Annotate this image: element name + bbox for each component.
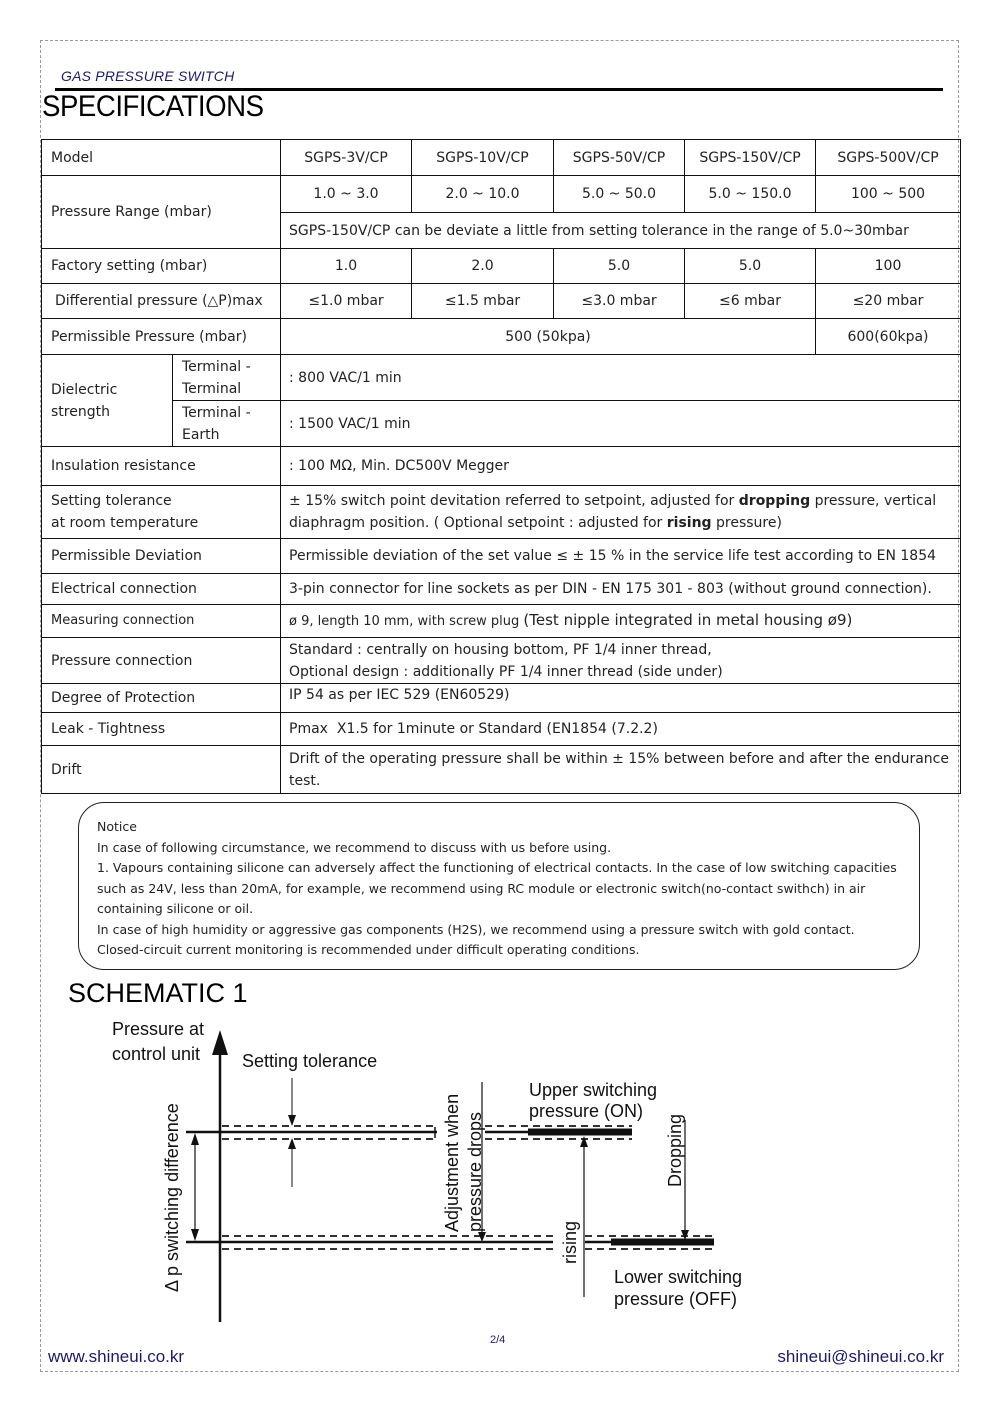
page-title: SPECIFICATIONS <box>42 90 264 123</box>
rising-label: rising <box>560 1220 580 1264</box>
lower-switching-label-line1: Lower switching <box>614 1267 743 1287</box>
factory-cell: 100 <box>816 249 961 284</box>
row-label: Pressure Range (mbar) <box>42 176 281 249</box>
dielectric-label-line2: strength <box>51 403 110 420</box>
upper-switching-label-line2: pressure (ON) <box>529 1101 644 1121</box>
model-cell: SGPS-500V/CP <box>816 140 961 176</box>
text-part: pressure) <box>711 515 782 531</box>
notice-title: Notice <box>97 819 137 834</box>
page-number: 2/4 <box>490 1334 506 1346</box>
y-axis-arrow-icon <box>212 1030 228 1055</box>
notice-line: 1. Vapours containing silicone can adversely affect the functioning of electrical contacts. In the case of low switching capacities <box>97 860 897 875</box>
model-cell: SGPS-3V/CP <box>281 140 412 176</box>
electrical-connection-value: 3-pin connector for line sockets as per DIN - EN 175 301 - 803 (without ground connection). <box>281 574 961 605</box>
emphasis-rising: rising <box>666 515 712 531</box>
notice-line: Closed-circuit current monitoring is recommended under difficult operating conditions. <box>97 942 640 957</box>
tolerance-arrowhead-down-icon <box>288 1115 296 1126</box>
differential-cell: ≤6 mbar <box>685 284 816 319</box>
row-label: Measuring connection <box>42 605 281 638</box>
website-link[interactable]: www.shineui.co.kr <box>48 1347 185 1366</box>
text-part: (Test nipple integrated in metal housing ø9) <box>523 611 853 629</box>
email-link[interactable]: shineui@shineui.co.kr <box>777 1347 944 1366</box>
dielectric-value: : 800 VAC/1 min <box>281 355 961 401</box>
notice-line: such as 24V, less than 20mA, for example, we recommend using RC module or electronic switch(no-contact swithch) in air <box>97 880 866 896</box>
sub-label-line2: Earth <box>182 426 220 443</box>
label-line2: at room temperature <box>51 515 199 531</box>
rising-arrowhead-icon <box>580 1136 588 1147</box>
schematic-title: SCHEMATIC 1 <box>68 978 248 1008</box>
value-line1: Standard : centrally on housing bottom, PF 1/4 inner thread, <box>289 641 712 658</box>
factory-cell: 5.0 <box>685 249 816 284</box>
differential-cell: ≤3.0 mbar <box>554 284 685 319</box>
text-part: ± 15% switch point devitation referred to setpoint, adjusted for <box>289 493 739 509</box>
sub-label-line2: Terminal <box>182 380 242 397</box>
permissible-pressure-value: 500 (50kpa) <box>281 319 816 355</box>
permissible-deviation-value: Permissible deviation of the set value ≤ ± 15 % in the service life test according to EN 1854 <box>281 539 961 574</box>
text-part: ø 9, length 10 mm, with screw plug <box>289 614 524 629</box>
value-line2: Optional design : additionally PF 1/4 inner thread (side under) <box>289 663 723 680</box>
degree-of-protection-value: IP 54 as per IEC 529 (EN60529) <box>281 684 961 713</box>
label-line1: Setting tolerance <box>51 493 172 509</box>
text-part: pressure, vertical diaphragm position. ( Optional setpoint : adjusted for <box>289 493 937 531</box>
range-cell: 5.0 ~ 150.0 <box>685 176 816 213</box>
range-cell: 100 ~ 500 <box>816 176 961 213</box>
dielectric-label-line1: Dielectric <box>51 381 118 398</box>
differential-cell: ≤1.5 mbar <box>412 284 554 319</box>
row-label: Differential pressure (△P)max <box>42 284 281 319</box>
row-label: Degree of Protection <box>42 684 281 713</box>
model-cell: SGPS-10V/CP <box>412 140 554 176</box>
differential-cell: ≤1.0 mbar <box>281 284 412 319</box>
model-cell: SGPS-150V/CP <box>685 140 816 176</box>
drift-value: Drift of the operating pressure shall be within ± 15% between before and after the endurance test. <box>281 746 961 794</box>
row-label: Pressure connection <box>42 638 281 684</box>
switching-difference-label: Δ p switching difference <box>162 1103 182 1292</box>
row-label: Electrical connection <box>42 574 281 605</box>
arrowhead-down-icon <box>191 1229 199 1241</box>
model-cell: SGPS-50V/CP <box>554 140 685 176</box>
emphasis-dropping: dropping <box>738 493 811 509</box>
range-cell: 1.0 ~ 3.0 <box>281 176 412 213</box>
dropping-label: Dropping <box>665 1113 685 1187</box>
y-axis-label-line1: Pressure at <box>112 1019 205 1039</box>
factory-cell: 1.0 <box>281 249 412 284</box>
row-label: Permissible Pressure (mbar) <box>42 319 281 355</box>
dielectric-value: : 1500 VAC/1 min <box>281 401 961 447</box>
leak-tightness-value: Pmax X1.5 for 1minute or Standard (EN1854 (7.2.2) <box>281 713 961 746</box>
setting-tolerance-label: Setting tolerance <box>242 1051 378 1071</box>
y-axis-label-line2: control unit <box>112 1044 201 1064</box>
row-label: Factory setting (mbar) <box>42 249 281 284</box>
range-cell: 5.0 ~ 50.0 <box>554 176 685 213</box>
differential-cell: ≤20 mbar <box>816 284 961 319</box>
row-label: Permissible Deviation <box>42 539 281 574</box>
sub-label-line1: Terminal - <box>182 404 251 421</box>
row-label: Model <box>42 140 281 176</box>
permissible-pressure-value-500v: 600(60kpa) <box>816 319 961 355</box>
upper-switching-label-line1: Upper switching <box>529 1080 658 1100</box>
document-subtitle: GAS PRESSURE SWITCH <box>61 68 235 84</box>
row-label: Insulation resistance <box>42 447 281 486</box>
insulation-value: : 100 MΩ, Min. DC500V Megger <box>281 447 961 486</box>
range-cell: 2.0 ~ 10.0 <box>412 176 554 213</box>
notice-line: In case of high humidity or aggressive gas components (H2S), we recommend using a pressure switch with gold contact. <box>97 921 855 937</box>
factory-cell: 2.0 <box>412 249 554 284</box>
sub-label-line1: Terminal - <box>182 358 251 375</box>
factory-cell: 5.0 <box>554 249 685 284</box>
row-label: Drift <box>42 746 281 794</box>
lower-switching-label-line2: pressure (OFF) <box>614 1289 738 1309</box>
adjustment-label-line1: Adjustment when <box>442 1093 462 1232</box>
range-note: SGPS-150V/CP can be deviate a little from setting tolerance in the range of 5.0~30mbar <box>281 213 961 249</box>
row-label: Leak - Tightness <box>42 713 281 746</box>
notice-line: containing silicone or oil. <box>97 901 254 916</box>
notice-line: In case of following circumstance, we recommend to discuss with us before using. <box>97 839 612 855</box>
arrowhead-up-icon <box>191 1133 199 1145</box>
adjustment-label-line2: pressure drops <box>465 1111 485 1232</box>
